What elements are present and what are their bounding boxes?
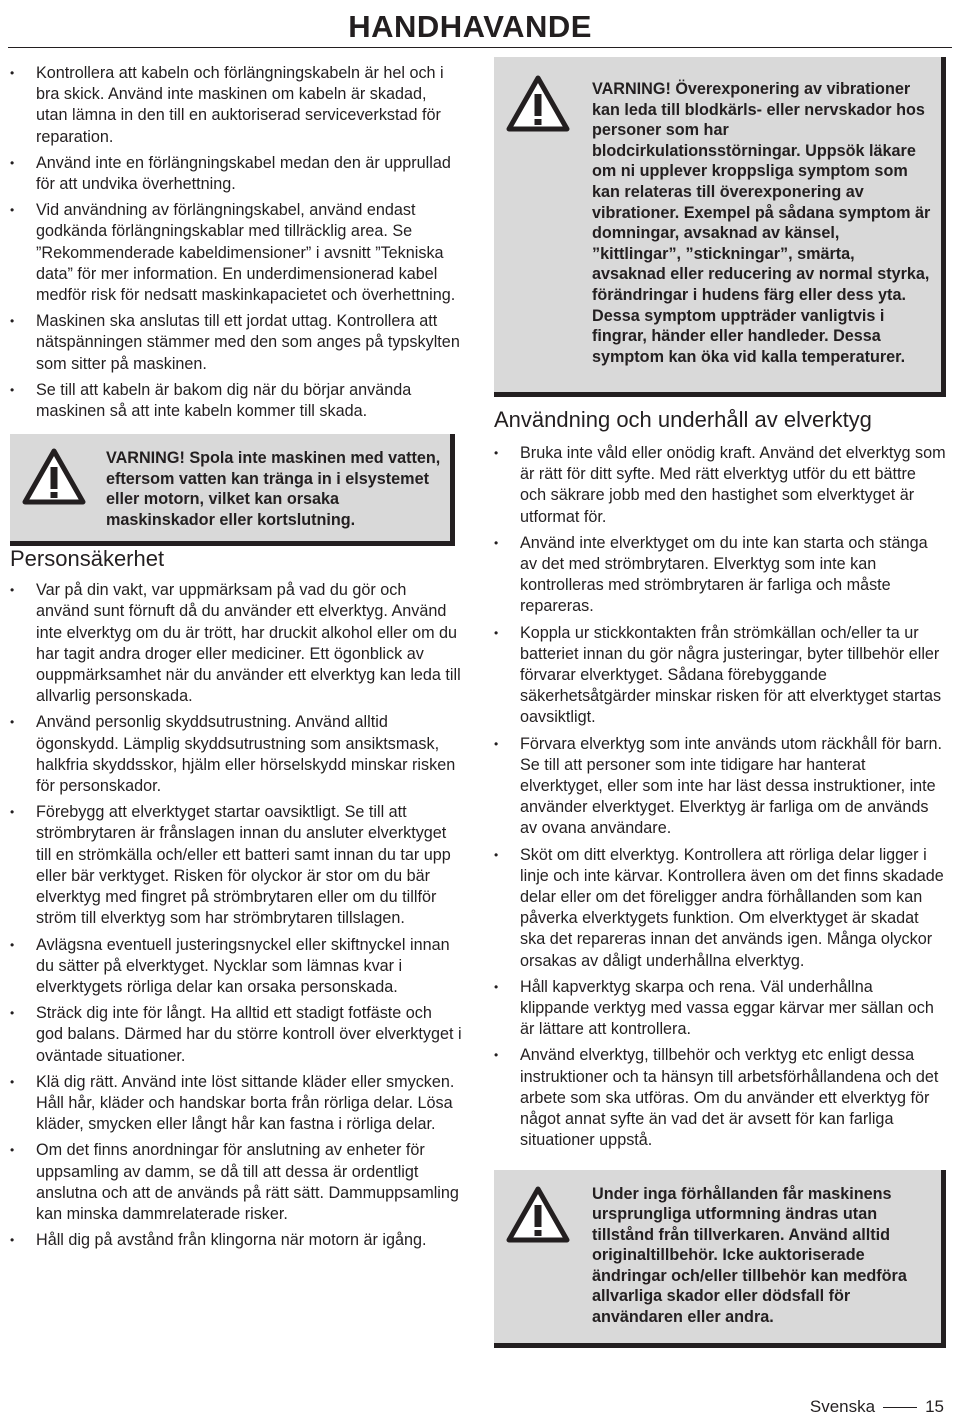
list-item: • Se till att kabeln är bakom dig när du börjar använda maskinen så att inte kabeln kommer till skada. — [10, 380, 462, 422]
list-item: • Avlägsna eventuell justeringsnyckel eller skiftnyckel innan du sätter på elverktyget. Nycklar som lämnas kvar i elverktygets rörliga delar kan orsaka personskada. — [10, 935, 462, 999]
left-column — [10, 57, 462, 1256]
list-item: • Använd inte elverktyget om du inte kan starta och stänga av det med strömbrytaren. Elverktyg som inte kan kontrolleras med strömbrytaren är farliga och måste repareras. — [494, 533, 946, 618]
list-item: • Håll dig på avstånd från klingorna när motorn är igång. — [10, 1230, 462, 1251]
warning-triangle-icon — [506, 75, 570, 133]
list-item: • Sträck dig inte för långt. Ha alltid ett stadigt fotfäste och god balans. Därmed har du större kontroll över elverktyget i oväntade situationer. — [10, 1003, 462, 1067]
warning-box — [10, 434, 455, 546]
warning-text: VARNING! Spola inte maskinen med vatten, eftersom vatten kan tränga in i elsystemet eller motorn, vilket kan orsaka maskinskador eller kortslutning. — [106, 449, 441, 530]
list-item: • Klä dig rätt. Använd inte löst sittande kläder eller smycken. Håll hår, kläder och handskar borta från rörliga delar. Lösa kläder, smycken eller långt hår kan fastna i rörliga delar. — [10, 1072, 462, 1136]
section-title-power-tool-use: Användning och underhåll av elverktyg — [494, 407, 872, 432]
header-divider — [8, 47, 952, 48]
footer-divider — [883, 1407, 917, 1408]
list-item: • Sköt om ditt elverktyg. Kontrollera att rörliga delar ligger i linje och inte kärvar. Kontrollera även om det finns skadade delar eller om det föreligger andra förhållanden som kan påverka elverktygets funktion. Om elverktyget är skadat ska det repareras innan det används igen. Många olyckor orsakas av dåligt underhållna elverktyg. — [494, 845, 946, 972]
warning-triangle-icon — [22, 448, 86, 506]
modification-warning-text: Under inga förhållanden får maskinens ursprungliga utformning ändras utan tillstånd från tillverkaren. Använd alltid originaltillbehör. Icke auktoriserade ändringar och/eller tillbehör kan medföra allvarliga skador eller dödsfall för användaren eller andra. — [592, 1184, 907, 1327]
list-item: • Om det finns anordningar för anslutning av enheter för uppsamling av damm, se då till att dessa är ordentligt anslutna och att de används på rätt sätt. Dammuppsamling kan minska dammrelaterade risker. — [10, 1140, 462, 1225]
footer-language: Svenska — [809, 1397, 876, 1416]
list-item: • Använd personlig skyddsutrustning. Använd alltid ögonskydd. Lämplig skyddsutrustning som ansiktsmask, halkfria skyddsskor, hjälm eller hörselskydd minskar risken för personskador. — [10, 712, 462, 797]
right-column — [494, 57, 946, 1348]
list-item: • Var på din vakt, var uppmärksam på vad du gör och använd sunt förnuft då du använder ett elverktyg. Använd inte elverktyg om du är trött, har druckit alkohol eller om du har tagit andra droger eller mediciner. Ett ögonblick av ouppmärksamhet när du använder ett elverktyg kan leda till allvarlig personskada. — [10, 580, 462, 707]
section-title-personal-safety: Personsäkerhet — [10, 546, 165, 572]
vibration-warning-box — [494, 57, 946, 397]
list-item: • Maskinen ska anslutas till ett jordat uttag. Kontrollera att nätspänningen stämmer med den som anges på typskylten som sitter på maskinen. — [10, 311, 462, 375]
list-item: • Kontrollera att kabeln och förlängningskabeln är hel och i bra skick. Använd inte maskinen om kabeln är skadad, utan lämna in den till en auktoriserad serviceverkstad för reparation. — [10, 63, 462, 148]
personal-safety-bullet-list — [10, 580, 462, 1251]
power-tool-bullet-list — [494, 443, 946, 1152]
list-item: • Håll kapverktyg skarpa och rena. Väl underhållna klippande verktyg med vassa eggar kärvar mer sällan och är lättare att kontrollera. — [494, 977, 946, 1041]
list-item: • Förebygg att elverktyget startar oavsiktligt. Se till att strömbrytaren är frånslagen innan du ansluter elverktyget till en strömkälla och/eller ett batteri samt innan du tar upp eller bär verktyget. Risken för olyckor är stor om du bär elverktyg med fingret på strömbrytaren eller om du tillför ström till elverktyg som har strömbrytaren tillslagen. — [10, 802, 462, 929]
modification-warning-box — [494, 1170, 946, 1348]
list-item: • Förvara elverktyg som inte används utom räckhåll för barn. Se till att personer som inte tidigare har hanterat elverktyget, eller som inte har läst dessa instruktioner, inte använder elverktyget. Elverktyg är farliga om de används av ovana användare. — [494, 734, 946, 840]
warning-triangle-icon — [506, 1186, 570, 1244]
page-footer — [810, 1397, 944, 1417]
page-number: 15 — [925, 1397, 944, 1416]
list-item: • Använd inte en förlängningskabel medan den är upprullad för att undvika överhettning. — [10, 153, 462, 195]
list-item: • Koppla ur stickkontakten från strömkällan och/eller ta ur batteriet innan du gör några justeringar, byter tillbehör eller förvarar elverktyget. Sådana förebyggande säkerhetsåtgärder minskar risken för att elverktyget startas oavsiktligt. — [494, 623, 946, 729]
list-item: • Använd elverktyg, tillbehör och verktyg etc enligt dessa instruktioner och ta hänsyn till arbetsförhållandena och det arbete som ska utföras. Om du använder ett elverktyg för något annat syfte än vad det är avsett för kan farliga situationer uppstå. — [494, 1045, 946, 1151]
page-header-title: HANDHAVANDE — [348, 9, 592, 44]
list-item: • Bruka inte våld eller onödig kraft. Använd det elverktyg som är rätt för ditt syfte. Med rätt elverktyg utför du ett bättre och säkrare jobb med den hastighet som elverktyget är utformat för. — [494, 443, 946, 528]
vibration-warning-text: VARNING! Överexponering av vibrationer kan leda till blodkärls- eller nervskador hos personer som har blodcirkulationsstörningar. Uppsök läkare om ni upplever kroppsliga symptom som kan relateras till överexponering av vibrationer. Exempel på sådana symptom är domningar, avsaknad av känsel, ”kittlingar”, ”stickningar”, smärta, avsaknad eller reducering av normal styrka, förändringar i hudens färg eller dess yta. Dessa symptom uppträder vanligtvis i fingrar, händer eller handleder. Dessa symptom kan öka vid kalla temperaturer. — [592, 80, 931, 366]
cable-bullet-list — [10, 63, 462, 422]
list-item: • Vid användning av förlängningskabel, använd endast godkända förlängningskablar med tillräcklig area. Se ”Rekommenderade kabeldimensioner” i avsnitt ”Tekniska data” för mer information. En underdimensionerad kabel medför risk för nedsatt maskinkapacietet och överhettning. — [10, 200, 462, 306]
